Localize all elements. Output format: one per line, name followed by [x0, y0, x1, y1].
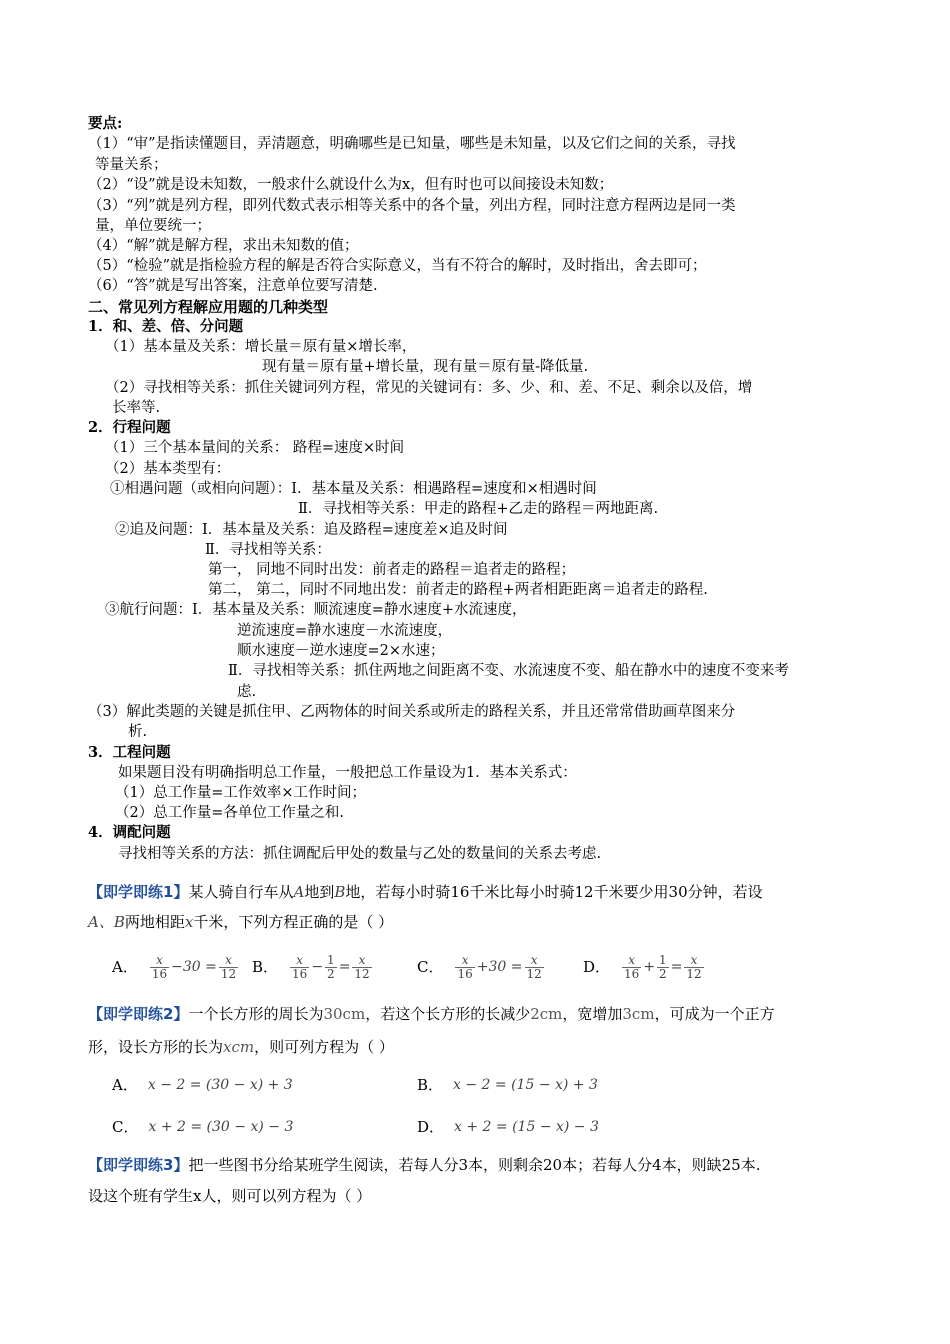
exercise-1-option-d[interactable]: D． $\frac{x}{16}$ + $\frac{1}{2}$ = $\frac{x}{12}$ [583, 952, 702, 981]
exercise-3-tag: 【即学即练3】 [88, 1156, 189, 1174]
sail-line-3: 顺水速度－逆水速度=2×水速； [237, 643, 445, 659]
exercise-2-text-2: 形，设长方形的长为xcm，则可列方程为（ ） [88, 1038, 394, 1056]
exercise-1-text-2: A、B两地相距x千米，下列方程正确的是（ ） [88, 913, 394, 931]
type-3-p0: 如果题目没有明确指明总工作量，一般把总工作量设为1．基本关系式： [118, 765, 577, 781]
exercise-1-option-b[interactable]: B． $\frac{x}{16}$ − $\frac{1}{2}$ = $\frac{x}{12}$ [252, 952, 370, 981]
type-2-p1: （1）三个基本量间的关系： 路程=速度×时间 [105, 440, 405, 456]
exercise-2-option-b[interactable]: B． x − 2 = (15 − x) + 3 [417, 1076, 598, 1094]
chase-line-2: Ⅱ．寻找相等关系： [205, 542, 331, 558]
key-point-6: （6）“答”就是写出答案，注意单位要写清楚. [88, 278, 378, 294]
exercise-3-text-2: 设这个班有学生x人，则可以列方程为（ ） [88, 1187, 372, 1205]
type-4-p0: 寻找相等关系的方法：抓住调配后甲处的数量与乙处的数量间的关系去考虑. [118, 846, 602, 862]
type-2-p2: （2）基本类型有： [105, 461, 231, 477]
type-1-p2a: （2）寻找相等关系：抓住关键词列方程，常见的关键词有：多、少、和、差、不足、剩余以及倍，增 [105, 380, 753, 396]
key-points-title: 要点: [88, 115, 123, 132]
type-2-p3b: 析. [128, 724, 148, 740]
type-1-heading: 1．和、差、倍、分问题 [88, 318, 244, 335]
meet-line-2: Ⅱ．寻找相等关系：甲走的路程+乙走的路程＝两地距离. [298, 501, 659, 517]
meet-line-1: ①相遇问题（或相向问题）：Ⅰ．基本量及关系：相遇路程=速度和×相遇时间 [110, 481, 597, 497]
exercise-2-option-c[interactable]: C． x + 2 = (30 − x) − 3 [112, 1118, 294, 1136]
sail-line-2: 逆流速度=静水速度－水流速度， [237, 623, 453, 639]
sail-line-5: 虑. [237, 684, 257, 700]
exercise-2-option-a[interactable]: A． x − 2 = (30 − x) + 3 [112, 1076, 293, 1094]
type-1-p1a: （1）基本量及关系：增长量＝原有量×增长率， [105, 339, 417, 355]
type-2-p3a: （3）解此类题的关键是抓住甲、乙两物体的时间关系或所走的路程关系，并且还常常借助画草图来分 [88, 704, 736, 720]
type-1-p2b: 长率等. [112, 400, 161, 416]
type-3-heading: 3．工程问题 [88, 744, 171, 761]
type-1-p1b: 现有量＝原有量+增长量，现有量＝原有量-降低量. [262, 359, 589, 375]
exercise-2-option-d[interactable]: D． x + 2 = (15 − x) − 3 [417, 1118, 599, 1136]
key-point-1b: 等量关系； [95, 157, 168, 173]
exercise-1-text: 【即学即练1】某人骑自行车从A地到B地，若每小时骑16千米比每小时骑12千米要少用30分钟，若设 [88, 883, 763, 901]
chase-line-1: ②追及问题：Ⅰ．基本量及关系：追及路程=速度差×追及时间 [115, 522, 508, 538]
chase-line-4: 第二， 第二，同时不同地出发：前者走的路程+两者相距距离＝追者走的路程. [208, 582, 708, 598]
exercise-3-text: 【即学即练3】把一些图书分给某班学生阅读，若每人分3本，则剩余20本；若每人分4本，则缺25本. [88, 1156, 761, 1174]
chase-line-3: 第一， 同地不同时出发：前者走的路程＝追者走的路程； [208, 562, 576, 578]
key-point-1a: （1）“审”是指读懂题目，弄清题意，明确哪些是已知量，哪些是未知量，以及它们之间的关系，寻找 [88, 136, 736, 152]
key-point-3a: （3）“列”就是列方程，即列代数式表示相等关系中的各个量，列出方程，同时注意方程两边是同一类 [88, 198, 736, 214]
key-point-2: （2）“设”就是设未知数，一般求什么就设什么为x，但有时也可以间接设未知数； [88, 177, 614, 193]
key-point-4: （4）“解”就是解方程，求出未知数的值； [88, 238, 359, 254]
exercise-1-option-c[interactable]: C． $\frac{x}{16}$ +30 = $\frac{x}{12}$ [417, 952, 542, 981]
key-point-3b: 量，单位要统一； [95, 218, 211, 234]
section-2-title: 二、常见列方程解应用题的几种类型 [88, 298, 329, 316]
type-4-heading: 4．调配问题 [88, 824, 171, 841]
exercise-1-tag: 【即学即练1】 [88, 883, 189, 901]
exercise-1-option-a[interactable]: A． $\frac{x}{16}$ −30 = $\frac{x}{12}$ [112, 952, 237, 981]
key-point-5: （5）“检验”就是指检验方程的解是否符合实际意义，当有不符合的解时，及时指出，舍去即可； [88, 258, 707, 274]
sail-line-4: Ⅱ．寻找相等关系：抓住两地之间距离不变、水流速度不变、船在静水中的速度不变来考 [228, 663, 789, 679]
sail-line-1: ③航行问题：Ⅰ．基本量及关系：顺流速度=静水速度+水流速度， [105, 602, 527, 618]
exercise-2-text: 【即学即练2】一个长方形的周长为30cm，若这个长方形的长减少2cm，宽增加3cm，可成为一个正方 [88, 1005, 775, 1023]
type-2-heading: 2．行程问题 [88, 419, 171, 436]
exercise-2-tag: 【即学即练2】 [88, 1005, 189, 1023]
type-3-p2: （2）总工作量=各单位工作量之和. [115, 805, 344, 821]
type-3-p1: （1）总工作量=工作效率×工作时间； [115, 785, 367, 801]
